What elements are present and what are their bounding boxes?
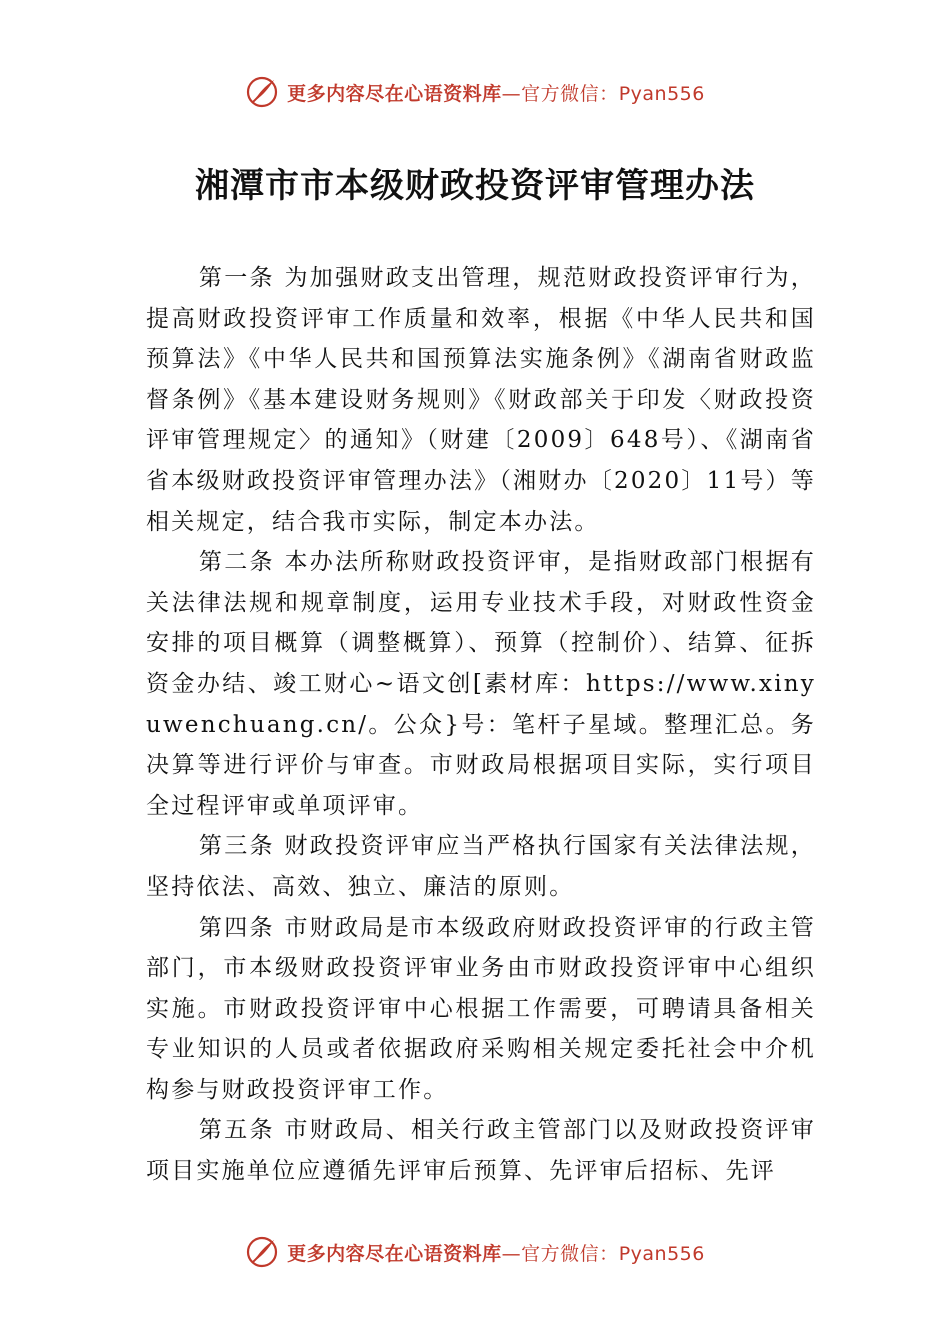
banner-text-main: 更多内容尽在心语资料库 — [287, 1242, 502, 1265]
banner-text-suffix: —官方微信： — [501, 1242, 619, 1265]
banner-wechat-id: Pyan556 — [618, 1242, 705, 1265]
banner-text-suffix: —官方微信： — [501, 82, 619, 105]
article-3-paragraph: 第三条 财政投资评审应当严格执行国家有关法律法规，坚持依法、高效、独立、廉洁的原则。 — [146, 833, 816, 900]
article-5-paragraph: 第五条 市财政局、相关行政主管部门以及财政投资评审项目实施单位应遵循先评审后预算、先评审后招标、先评 — [146, 1117, 816, 1185]
document-body — [146, 258, 816, 1192]
banner-text-main: 更多内容尽在心语资料库 — [287, 82, 502, 105]
document-title: 湘潭市市本级财政投资评审管理办法 — [195, 166, 755, 206]
header-banner — [0, 72, 950, 112]
article-1-paragraph: 第一条 为加强财政支出管理，规范财政投资评审行为，提高财政投资评审工作质量和效率，根据《中华人民共和国预算法》《中华人民共和国预算法实施条例》《湖南省财政监督条例》《基本建设财务规则》《财政部关于印发〈财政投资评审管理规定〉的通知》（财建〔2009〕648号）、《湖南省省本级财政投资评审管理办法》（湘财办〔2020〕11号）等相关规定，结合我市实际，制定本办法。 — [146, 265, 816, 535]
article-2-paragraph: 第二条 本办法所称财政投资评审，是指财政部门根据有关法律法规和规章制度，运用专业技术手段，对财政性资金安排的项目概算（调整概算）、预算（控制价）、结算、征拆资金办结、竣工财心~语文创[素材库：https://www.xinyuwenchuang.cn/。公众}号：笔杆子星域。整理汇总。务决算等进行评价与审查。市财政局根据项目实际，实行项目全过程评审或单项评审。 — [146, 549, 816, 819]
quill-logo-icon — [245, 75, 279, 109]
banner-text — [287, 79, 705, 106]
footer-banner — [0, 1232, 950, 1272]
article-4-paragraph: 第四条 市财政局是市本级政府财政投资评审的行政主管部门，市本级财政投资评审业务由市财政投资评审中心组织实施。市财政投资评审中心根据工作需要，可聘请具备相关专业知识的人员或者依据政府采购相关规定委托社会中介机构参与财政投资评审工作。 — [146, 914, 816, 1103]
quill-logo-icon — [245, 1235, 279, 1269]
banner-wechat-id: Pyan556 — [618, 82, 705, 105]
banner-text — [287, 1239, 705, 1266]
